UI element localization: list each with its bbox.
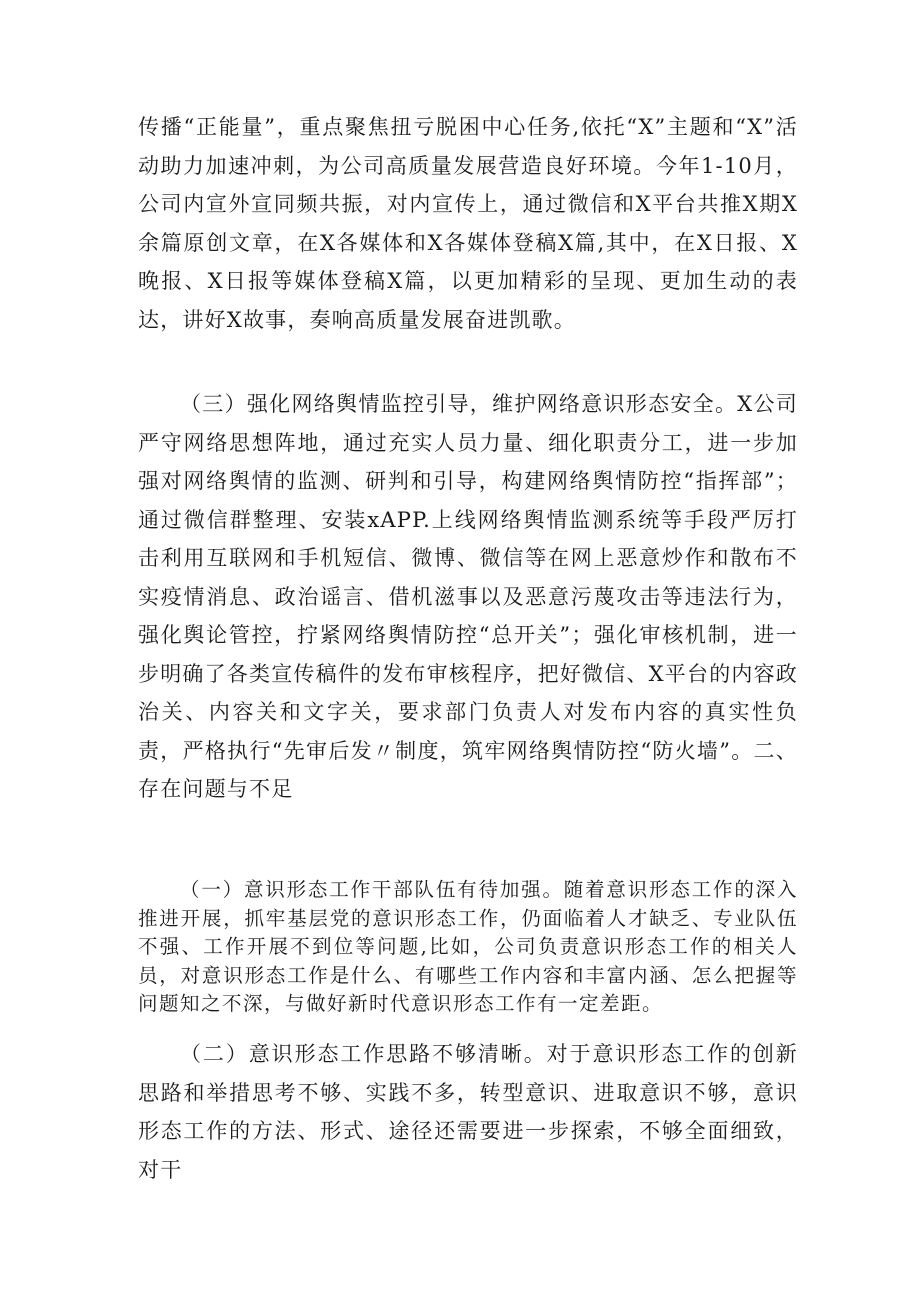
paragraph-publicity-results: 传播“正能量”，重点聚焦扭亏脱困中心任务,依托“X”主题和“X”活动助力加速冲刺，为公司高质量发展营造良好环境。今年1-10月，公司内宣外宣同频共振，对内宣传上，通过微信和X平台共推X期X余篇原创文章，在X各媒体和X各媒体登稿X篇,其中，在X日报、X晚报、X日报等媒体登稿X篇，以更加精彩的呈现、更加生动的表达，讲好X故事，奏响高质量发展奋进凯歌。 <box>138 115 798 332</box>
paragraph-network-opinion-security: （三）强化网络舆情监控引导，维护网络意识形态安全。X公司严守网络思想阵地，通过充实人员力量、细化职责分工，进一步加强对网络舆情的监测、研判和引导，构建网络舆情防控“指挥部”；通过微信群整理、安装xAPP.上线网络舆情监测系统等手段严厉打击利用互联网和手机短信、微博、微信等在网上恶意炒作和散布不实疫情消息、政治谣言、借机滋事以及恶意污蔑攻击等违法行为，强化舆论管控，拧紧网络舆情防控“总开关”；强化审核机制，进一步明确了各类宣传稿件的发布审核程序，把好微信、X平台的内容政治关、内容关和文字关，要求部门负责人对发布内容的真实性负责，严格执行“先审后发〃制度，筑牢网络舆情防控“防火墙”。二、存在问题与不足 <box>138 392 798 801</box>
paragraph-work-approach: （二）意识形态工作思路不够清晰。对于意识形态工作的创新思路和举措思考不够、实践不多，转型意识、进取意识不够，意识形态工作的方法、形式、途径还需要进一步探索，不够全面细致，对干 <box>138 1042 798 1182</box>
paragraph-cadre-team: （一）意识形态工作干部队伍有待加强。随着意识形态工作的深入推进开展，抓牢基层党的意识形态工作，仍面临着人才缺乏、专业队伍不强、工作开展不到位等问题,比如，公司负责意识形态工作的相关人员，对意识形态工作是什么、有哪些工作内容和丰富内涵、怎么把握等问题知之不深，与做好新时代意识形态工作有一定差距。 <box>138 878 798 1015</box>
